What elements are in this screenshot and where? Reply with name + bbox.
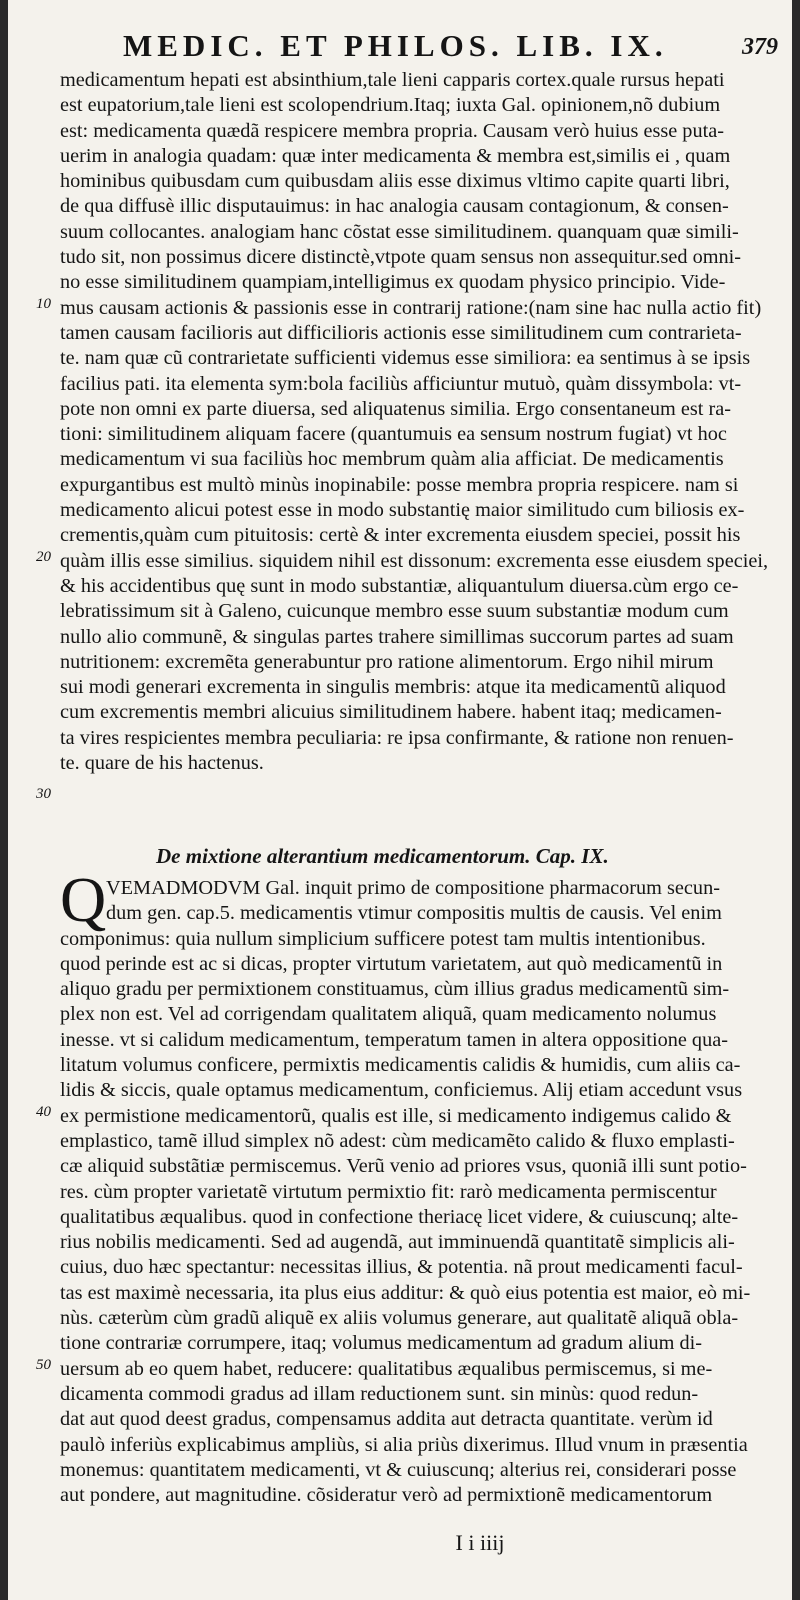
- text-line: ex permistione medicamentorũ, qualis est ille, si medicamento indigemus calido &: [60, 1104, 732, 1127]
- text-line: rius nobilis medicamenti. Sed ad augendã, aut imminuendã quantitatẽ simplicis ali-: [60, 1231, 735, 1254]
- line-number: 30: [36, 786, 51, 803]
- text-line: suum collocantes. analogiam hanc cõstat esse similitudinem. quanquam quæ simili-: [60, 220, 739, 243]
- text-line: quàm illis esse similius. siquidem nihil est dissonum: excrementa esse eiusdem speciei,: [60, 549, 769, 572]
- book-page: [8, 0, 792, 1600]
- text-line: facilius pati. ita elementa sym:bola faciliùs afficiuntur mutuò, quàm dissymbola: vt-: [60, 372, 742, 395]
- text-line: expurgantibus est multò minùs inopinabile: posse membra propria respicere. nam si: [60, 473, 739, 496]
- text-line: tamen causam facilioris aut difficilioris actionis esse similitudinem cum contrarieta-: [60, 321, 742, 344]
- text-line: tas est maximè necessaria, ita plus eius additur: & quò eius potentia est maior, eò mi-: [60, 1281, 751, 1304]
- drop-capital: Q: [60, 864, 107, 935]
- text-line: nutritionem: excremẽta generabuntur pro ratione alimentorum. Ergo nihil mirum: [60, 650, 714, 673]
- text-line: qualitatibus æqualibus. quod in confectione theriacę licet videre, & cuiuscunq; alte-: [60, 1205, 739, 1228]
- line-number: 20: [36, 548, 51, 565]
- text-line: medicamentum hepati est absinthium,tale lieni capparis cortex.quale rursus hepati: [60, 69, 725, 91]
- text-line: de qua diffusè illic disputauimus: in hac analogia causam contagionum, & consen-: [60, 195, 729, 218]
- line-number: 10: [36, 295, 51, 312]
- line-number: 40: [36, 1103, 51, 1120]
- text-line: uerim in analogia quadam: quæ inter medicamenta & membra est,similis ei , quam: [60, 144, 731, 167]
- chapter-heading: De mixtione alterantium medicamentorum. Cap. IX.: [156, 844, 609, 868]
- text-line: medicamento alicui potest esse in modo substantię maior similitudo cum biliosis ex-: [60, 499, 745, 522]
- text-line: VEMADMODVM Gal. inquit primo de compositione pharmacorum secun-: [106, 877, 720, 899]
- text-line: inesse. vt si calidum medicamentum, temperatum tamen in altera oppositione qua-: [60, 1028, 728, 1051]
- text-line: res. cùm propter varietatẽ virtutum permixtio fit: rarò medicamenta permiscentur: [60, 1180, 717, 1203]
- text-line: dum gen. cap.5. medicamentis vtimur compositis multis de causis. Vel enim: [106, 902, 722, 925]
- text-line: emplastico, tamẽ illud simplex nõ adest: cùm medicamẽto calido & fluxo emplasti-: [60, 1129, 735, 1152]
- text-line: medicamentum vi sua faciliùs hoc membrum quàm alia afficiat. De medicamentis: [60, 448, 724, 471]
- page-header: [48, 20, 778, 70]
- text-line: dicamenta commodi gradus ad illam reductionem sunt. sin minùs: quod redun-: [60, 1382, 699, 1405]
- text-line: te. nam quæ cũ contrarietate sufficienti videmus esse similiora: ea sentimus à se ipsis: [60, 347, 751, 370]
- text-line: tudo sit, non possimus dicere distinctè,vtpote quam sensus non assequitur.sed omni-: [60, 246, 742, 269]
- text-line: dat aut quod deest gradus, compensamus addita aut detracta quantitate. verùm id: [60, 1408, 713, 1431]
- text-line: cæ aliquid substãtiæ permiscemus. Verũ venio ad priores vsus, quoniã illi sunt potio-: [60, 1155, 747, 1178]
- text-line: sui modi generari excrementa in singulis membris: atque ita medicamentũ aliquod: [60, 676, 726, 699]
- text-line: est eupatorium,tale lieni est scolopendrium.Itaq; iuxta Gal. opinionem,nõ dubium: [60, 94, 721, 117]
- text-line: crementis,quàm cum pituitosis: certè & inter excrementa eiusdem speciei, possit his: [60, 524, 741, 547]
- text-line: litatum volumus conficere, permixtis medicamentis calidis & humidis, cum aliis ca-: [60, 1054, 741, 1077]
- text-line: cuius, duo hæc spectantur: necessitas illius, & potentia. nã prout medicamenti facul-: [60, 1256, 743, 1279]
- text-line: no esse similitudinem quampiam,intelligimus ex quodam physico principio. Vide-: [60, 271, 726, 294]
- text-line: componimus: quia nullum simplicium sufficere potest tam multis intentionibus.: [60, 927, 706, 950]
- text-line: pote non omni ex parte diuersa, sed aliquatenus similia. Ergo consentaneum est ra-: [60, 397, 731, 420]
- text-line: aliquo gradu per permixtionem constituamus, cùm illius gradus medicamentũ sim-: [60, 978, 730, 1001]
- signature-mark: I i iiij: [455, 1530, 505, 1555]
- text-line: nullo alio communẽ, & singulas partes trahere simillimas succorum partes ad suam: [60, 625, 734, 648]
- text-line: aut pondere, aut magnitudine. cõsideratur verò ad permixtionẽ medicamentorum: [60, 1484, 713, 1507]
- text-line: monemus: quantitatem medicamenti, vt & cuiuscunq; alterius rei, considerari posse: [60, 1458, 737, 1481]
- main-text-block: [36, 68, 772, 803]
- line-number: 50: [36, 1356, 51, 1373]
- text-line: mus causam actionis & passionis esse in contrarij ratione:(nam sine hac nulla actio fit): [60, 296, 762, 319]
- text-line: tione contrariæ corrumpere, itaq; volumus medicamentum ad gradum alium di-: [60, 1332, 703, 1355]
- chapter-text-block: [36, 864, 772, 1508]
- text-line: hominibus quibusdam cum quibusdam aliis esse diximus vltimo capite quarti libri,: [60, 170, 730, 193]
- text-line: te. quare de his hactenus.: [60, 752, 264, 775]
- text-line: lebratissimum sit à Galeno, cuicunque membro esse suum substantiæ modum cum: [60, 600, 729, 623]
- text-line: quod perinde est ac si dicas, propter virtutum varietatem, aut quò medicamentũ in: [60, 952, 723, 975]
- text-line: paulò inferiùs explicabimus ampliùs, si alia priùs dixerimus. Illud vnum in præsentia: [60, 1433, 748, 1456]
- text-line: lidis & siccis, quale optamus medicamentum, conficiemus. Alij etiam accedunt vsus: [60, 1079, 743, 1102]
- text-line: plex non est. Vel ad corrigendam qualitatem aliquã, quam medicamento nolumus: [60, 1003, 717, 1026]
- text-line: tioni: similitudinem aliquam facere (quantumuis ea sensum nostrum fugiat) vt hoc: [60, 423, 727, 446]
- text-line: cum excrementis membri alicuius similitudinem habere. habent itaq; medicamen-: [60, 701, 722, 724]
- text-line: ta vires respicientes membra peculiaria: re ipsa confirmante, & ratione non renuen-: [60, 726, 734, 749]
- text-line: & his accidentibus quę sunt in modo substantiæ, aliquantulum diuersa.cùm ergo ce-: [60, 574, 739, 597]
- page-number: 379: [742, 34, 778, 60]
- running-head: MEDIC. ET PHILOS. LIB. IX.: [123, 28, 668, 63]
- text-line: nùs. cæterùm cùm gradũ aliquẽ ex aliis volumus generare, aut qualitatẽ aliquã obla-: [60, 1307, 739, 1330]
- text-line: uersum ab eo quem habet, reducere: qualitatibus æqualibus permiscemus, si me-: [60, 1357, 713, 1380]
- text-line: est: medicamenta quædã respicere membra propria. Causam verò huius esse puta-: [60, 119, 724, 142]
